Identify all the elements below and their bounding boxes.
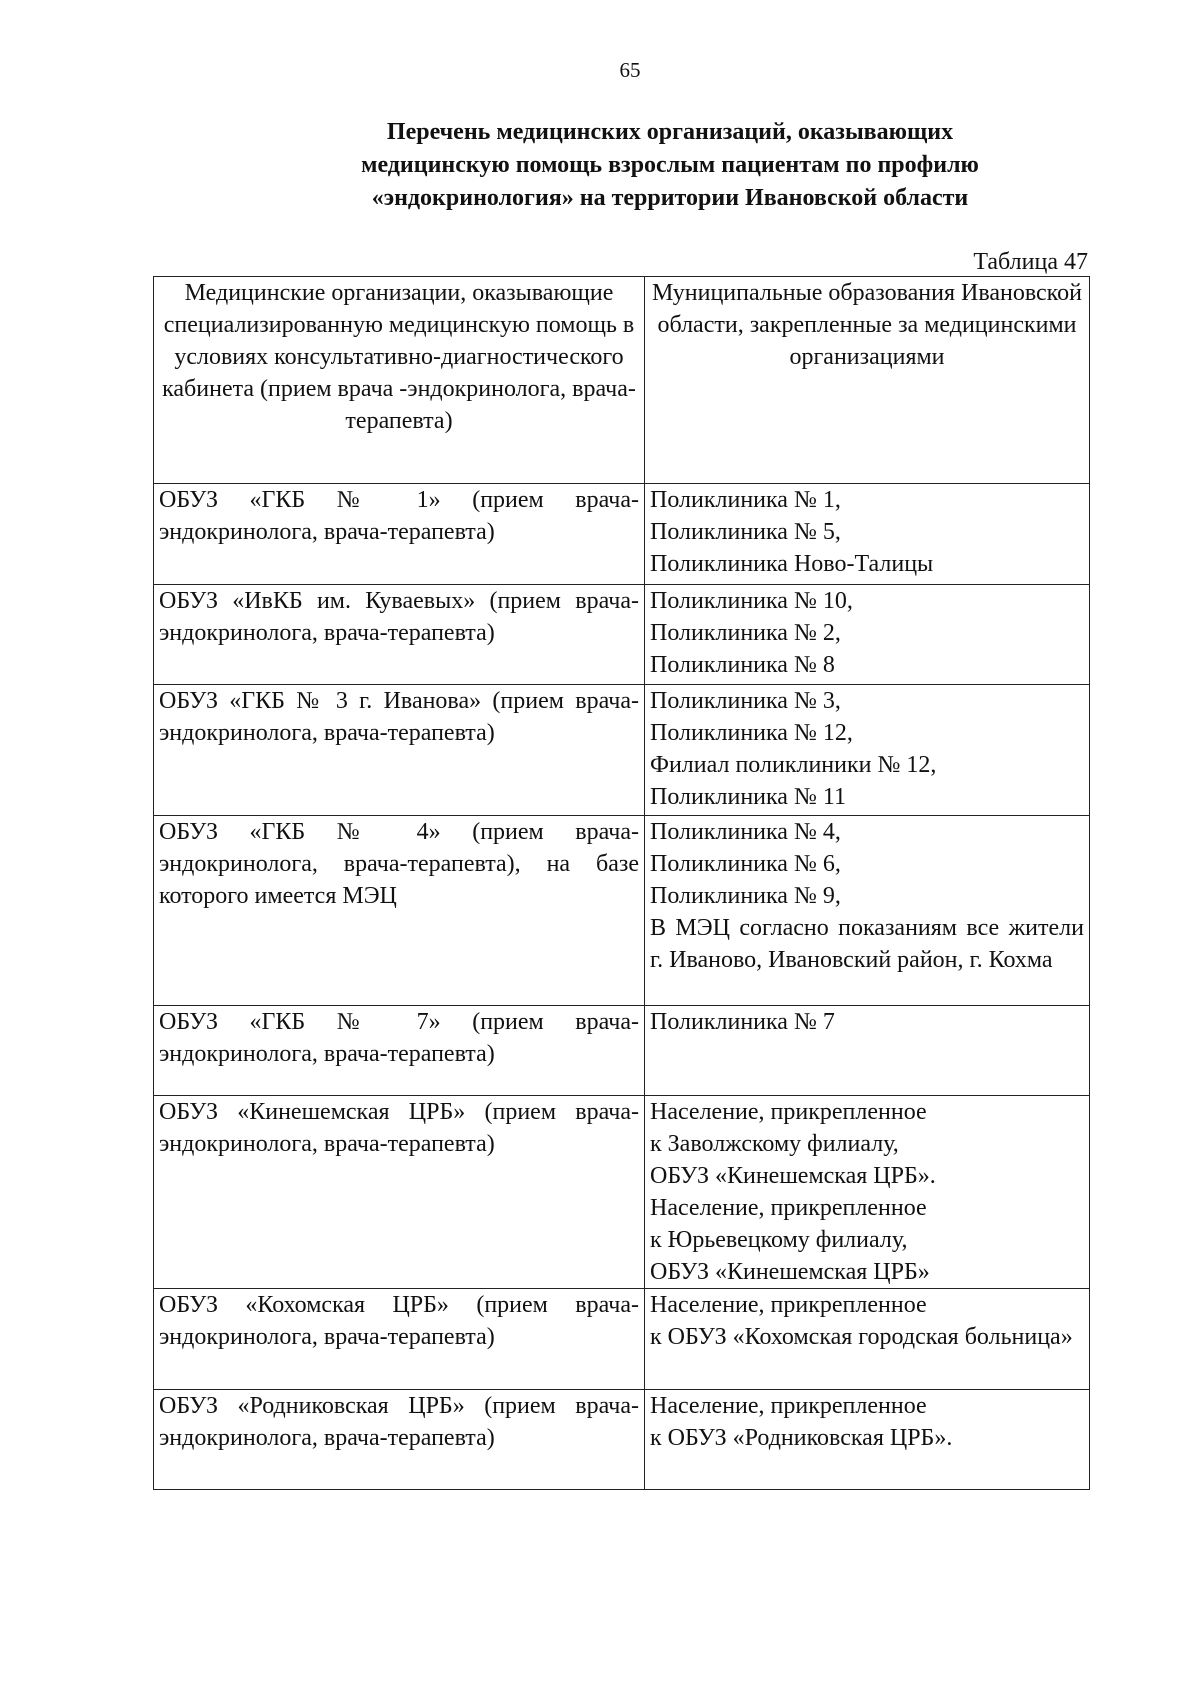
municipality-line: Поликлиника № 7 <box>650 1009 835 1035</box>
municipality-line: Поликлиника № 3, <box>650 688 841 714</box>
page-number: 65 <box>619 58 641 82</box>
municipality-line: Поликлиника № 12, <box>650 720 853 746</box>
title-line: Перечень медицинских организаций, оказывающих <box>386 119 954 145</box>
organization-cell: ОБУЗ «ГКБ № 3 г. Иванова» (прием врача-эндокринолога, врача-терапевта) <box>154 685 645 816</box>
municipality-line: Поликлиника № 1, <box>650 487 841 513</box>
municipality-line: Поликлиника № 8 <box>650 652 835 678</box>
municipality-line: к ОБУЗ «Родниковская ЦРБ». <box>650 1425 953 1451</box>
document-title <box>300 116 1040 215</box>
municipality-line: Население, прикрепленное <box>650 1292 927 1318</box>
organizations-table <box>153 276 1090 1490</box>
header-organizations: Медицинские организации, оказывающие специализированную медицинскую помощь в условиях консультативно-диагностического кабинета (прием врача -эндокринолога, врача-терапевта) <box>154 277 645 484</box>
table-row <box>154 585 1090 685</box>
municipality-line: к ОБУЗ «Кохомская городская больница» <box>650 1324 1073 1350</box>
municipality-line: ОБУЗ «Кинешемская ЦРБ». <box>650 1163 936 1189</box>
organization-cell: ОБУЗ «ИвКБ им. Куваевых» (прием врача-эндокринолога, врача-терапевта) <box>154 585 645 685</box>
table-row <box>154 816 1090 1006</box>
municipality-line: Поликлиника № 5, <box>650 519 841 545</box>
table-row <box>154 484 1090 585</box>
municipality-cell <box>645 1006 1090 1096</box>
municipality-line: Население, прикрепленное <box>650 1393 927 1419</box>
municipality-line: Поликлиника Ново-Талицы <box>650 551 934 577</box>
organization-cell: ОБУЗ «Кохомская ЦРБ» (прием врача-эндокринолога, врача-терапевта) <box>154 1289 645 1390</box>
municipality-cell <box>645 1096 1090 1289</box>
table-row <box>154 685 1090 816</box>
municipality-cell <box>645 1390 1090 1490</box>
municipality-cell <box>645 685 1090 816</box>
title-line: «эндокринология» на территории Ивановской области <box>371 185 969 211</box>
table-row <box>154 1390 1090 1490</box>
municipality-line: ОБУЗ «Кинешемская ЦРБ» <box>650 1259 930 1285</box>
title-line: медицинскую помощь взрослым пациентам по профилю <box>361 152 979 178</box>
municipality-line: Поликлиника № 9, <box>650 883 841 909</box>
municipality-line: Поликлиника № 6, <box>650 851 841 877</box>
municipality-line: Поликлиника № 4, <box>650 819 841 845</box>
municipality-cell <box>645 484 1090 585</box>
municipality-line: к Заволжскому филиалу, <box>650 1131 899 1157</box>
municipality-line: В МЭЦ согласно показаниям все жители г. Иваново, Ивановский район, г. Кохма <box>650 915 1084 973</box>
municipality-line: Филиал поликлиники № 12, <box>650 752 937 778</box>
header-municipalities: Муниципальные образования Ивановской области, закрепленные за медицинскими организациями <box>645 277 1090 484</box>
organization-cell: ОБУЗ «Кинешемская ЦРБ» (прием врача-эндокринолога, врача-терапевта) <box>154 1096 645 1289</box>
organization-cell: ОБУЗ «ГКБ № 7» (прием врача-эндокринолога, врача-терапевта) <box>154 1006 645 1096</box>
organization-cell: ОБУЗ «ГКБ № 1» (прием врача-эндокринолога, врача-терапевта) <box>154 484 645 585</box>
municipality-cell <box>645 816 1090 1006</box>
table-header-row <box>154 277 1090 484</box>
municipality-line: Население, прикрепленное <box>650 1195 927 1221</box>
organization-cell: ОБУЗ «Родниковская ЦРБ» (прием врача-эндокринолога, врача-терапевта) <box>154 1390 645 1490</box>
table-row <box>154 1289 1090 1390</box>
municipality-line: Поликлиника № 10, <box>650 588 853 614</box>
municipality-line: Поликлиника № 11 <box>650 784 846 810</box>
municipality-line: Население, прикрепленное <box>650 1099 927 1125</box>
table-row <box>154 1096 1090 1289</box>
table-label: Таблица 47 <box>973 249 1088 275</box>
table-row <box>154 1006 1090 1096</box>
organization-cell: ОБУЗ «ГКБ № 4» (прием врача-эндокринолога, врача-терапевта), на базе которого имеется МЭЦ <box>154 816 645 1006</box>
municipality-line: Поликлиника № 2, <box>650 620 841 646</box>
municipality-cell <box>645 1289 1090 1390</box>
municipality-line: к Юрьевецкому филиалу, <box>650 1227 908 1253</box>
municipality-cell <box>645 585 1090 685</box>
